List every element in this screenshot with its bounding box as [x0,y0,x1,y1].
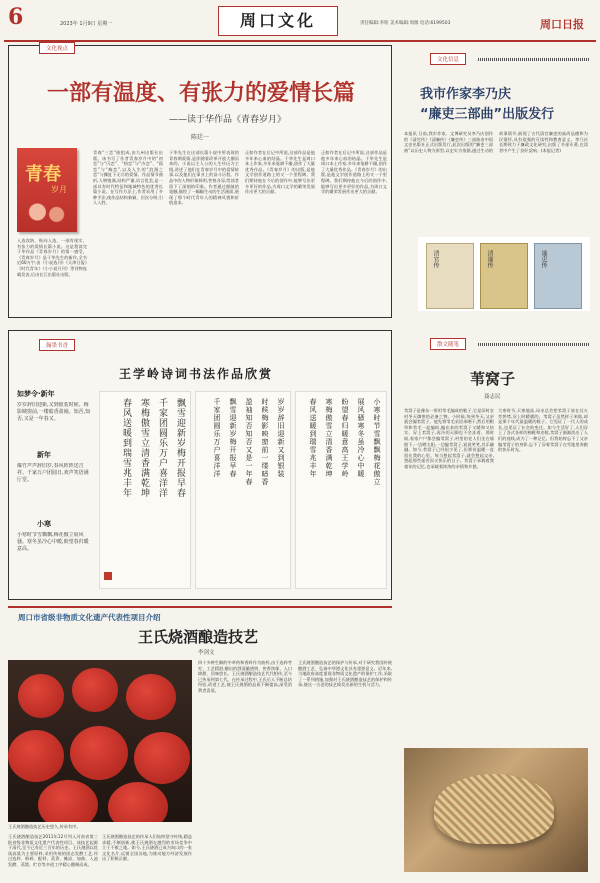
poem2-title: 新年 [37,451,51,459]
news-brief-tag-rule [478,58,590,61]
book-cover-subtitle: 岁月 [51,185,67,194]
book-cover-flower [23,200,71,224]
lead-article-col1: 入选攻防、纵向入选、一部有现实、有张力的爱情长篇小说。这是我读完于华作品《青春岁月》的第一感受。《青春岁月》是于华先生的新作,全书近60万字,由《小说选刊》《天津日报》《时代青年》《小小说月刊》等刊物连载发表,后由长江出版社出版。 [17,238,87,277]
essay-tag: 散文随笔 [430,338,466,350]
book-3-title: 廉吏传 [540,250,547,268]
wine-jar-7 [38,780,98,822]
news-brief-body: 本报讯 日前,我市作家、文博研究员李乃庆创作的《清官传》《清廉传》《廉吏传》三部曲由中国文史出版社正式出版发行,此次出版的“廉吏三部曲”以历史人物为原型,以史实为依据,通过生动的故事情节,展现了古代清官廉吏的高尚品德和为民情怀,具有很强的可读性和教育意义。李乃庆长期致力于廉政文化研究,出版了多部专著,在读者中产生了良好反响。(本报记者) [404,131,588,153]
calligraphy-panel [8,330,392,600]
wine-jar-3 [126,674,176,720]
poem1-title: 如梦令·新年 [17,390,55,398]
lead-article-col3: 于华先生在这部长篇小说中所表现的青春期爱情,是伴随着改革开放大潮而来的。小说以主人公的人生经历为主线,讲述了他们在青春岁月中的爱情故事,以及他们在事业上的奋斗历程。作品中的人物形象鲜明,性格各异,给读者留下了深刻的印象。作者通过细腻的笔触,描绘了一幅幅生动的生活画面,展现了那个时代青年人的精神风貌和价值追求。 [169,150,239,206]
lead-article-col5: 正如作者在后记中所说,这部作品是他多年来心血的结晶。于华先生是周口本土作家,多年来笔耕不辍,创作了大量优秀作品。《青春岁月》的出版,是他文学创作道路上的又一个里程碑。我们期待他在今后的创作中,能够写出更多更好的作品,为周口文学的繁荣发展作出更大的贡献。 [321,150,387,195]
date-line: 2023年 1月9日 星期一 [60,21,113,27]
wine-jar-4 [8,730,64,782]
lead-article-col4: 正如作者在后记中所说,这部作品是他多年来心血的结晶。于华先生是周口本土作家,多年来笔耕不辍,创作了大量优秀作品。《青春岁月》的出版,是他文学创作道路上的又一个里程碑。我们期待他在今后的创作中,能够写出更多更好的作品,为周口文学的繁荣发展作出更大的贡献。 [245,150,315,195]
bottom-article-rule [8,606,392,608]
scroll-1-col-4: 春风送暖到瑞雪兆丰年 [121,398,131,498]
wine-jar-1 [18,674,64,718]
essay-tag-rule [478,343,590,346]
bottom-article-caption: 王氏烧酒酿造技艺历史悠久,传承有序。 [8,824,81,829]
page-header [0,0,600,46]
essay-body-col1: 苇窝子是豫东一带用苇毛编成的鞋子,它是旧时农村冬天御寒的必备之物。小时候,每到冬天,父亲就会编苇窝子。他先将苇毛采回来晒干,然后用稻草和苇毛一起编织,编出来的苇窝子又暖和又结实。穿上苇窝子,再冷的天脚也不会冻着。那时候,家家户户都会编苇窝子,村里的老人们坐在墙根下,一边晒太阳,一边编苇窝子,说说笑笑,其乐融融。如今,苇窝子已经很少见了,但那份温暖一直留在我的心里。每当想起苇窝子,就会想起父亲,想起那些艰苦而又快乐的日子。苇窝子承载着我童年的记忆,也承载着浓浓的亲情和乡愁。 [404,408,494,469]
section-title-box [218,6,338,36]
lead-article-panel [8,45,392,318]
calligraphy-scroll-2 [195,391,291,589]
scroll-2-col-4: 飘雪迎新岁梅开报早春 [229,398,237,478]
poem-sidebar [17,389,91,593]
scroll-2-col-2: 时候梅影映窗前一缕暗香 [261,398,269,486]
essay-title: 苇窝子 [470,370,516,388]
scroll-3-col-2: 展风骚寒冬虽冷心中暖 [357,398,365,478]
scroll-1-col-3: 寒梅傲雪立清香满乾坤 [139,398,149,498]
lead-article-col2: 青春“三恋”曲组成,由九州出版社出版。该书写了作者青春岁月中的“初恋”与“闪恋”、“热恋”与“冷恋”、“孤恋”与“痴恋”,以及人生的“浪漫之恋”与撕扯下无尽的爱情。作品情节曲折,人物饱满,结构严谨,语言优美,是一部具有时代特征和地域特色的优秀长篇小说。在写作方法上,作者采用了多种手法,使作品结构新颖、层次分明,引人入胜。 [93,150,163,206]
scroll-3-col-4: 寒梅傲雪立清香满乾坤 [325,398,333,478]
calligraphy-scroll-1 [99,391,191,589]
wine-jar-2 [72,668,118,712]
wine-jar-6 [134,732,190,784]
wine-jar-5 [70,726,128,780]
header-rule [4,40,596,42]
lead-article-title: 一部有温度、有张力的爱情长篇 [46,80,355,106]
essay-author: 聂志民 [484,394,501,400]
book-2 [480,243,528,309]
poem2-body: 爆竹声声辞旧岁,春风阵阵送吉祥。千家万户团圆日,欢声笑语满厅堂。 [17,463,89,483]
lead-article-tag: 文化视点 [39,42,75,54]
lead-article-subtitle: ——读于华作品《青春岁月》 [169,115,287,125]
page-number: 6 [8,4,24,30]
news-brief-title-2: “廉吏三部曲”出版发行 [420,107,555,122]
calligraphy-title: 王学岭诗词书法作品欣赏 [119,367,274,381]
bottom-article-author: 李剑文 [198,650,215,656]
scroll-2-col-5: 千家团圆乐万户喜洋洋 [213,398,221,478]
wine-jars-photo [8,660,192,822]
bottom-article-col3: 王氏烧酒酿造技艺的保护与传承,对于研究我国传统酿酒工艺、弘扬中华酒文化具有重要意义。近年来,当地政府高度重视非物质文化遗产的保护工作,采取了一系列措施,加强对王氏烧酒酿造技艺的保护和传承,使这一古老的技艺焕发出新的生机与活力。 [298,660,392,688]
bottom-article-col1: 王氏烧酒酿造技艺2011年12月列入河南省第三批省级非物质文化遗产代表性项目。该技艺起源于清代,至今已有近三百年的历史。王氏烧酒以优质高粱为主要原料,采用传统的固态发酵工艺,经过选料、粉碎、配料、蒸煮、摊凉、加曲、入池发酵、蒸馏、贮存等多道工序精心酿制而成。 [8,834,98,867]
book-cover-title: 青春 [25,164,61,185]
book-1 [426,243,474,309]
book-2-title: 清廉传 [486,250,493,268]
reed-shoe-shape [434,774,554,844]
calligraphy-scroll-3 [295,391,387,589]
bottom-article-col1b: 王氏烧酒酿造技艺的传承人们始终坚守传统,精益求精,不断创新,使王氏烧酒在激烈的市场竞争中立于不败之地。如今,王氏烧酒已成为周口的一张文化名片,远销全国各地,为推动地方经济发展作出了积极贡献。 [102,834,192,862]
essay [400,330,592,875]
bottom-article-title: 王氏烧酒酿造技艺 [138,628,259,646]
news-brief-books-photo [418,237,590,311]
book-cover-image [17,148,77,232]
section-title: 周口文化 [239,11,316,30]
calligraphy-tag: 翰墨书香 [39,339,75,351]
poem3-body: 小寒时节雪飘飘,梅花傲立展风骚。寒冬虽冷心中暖,盼望春归暖意高。 [17,532,89,552]
bottom-article-tag: 周口市省级非物质文化遗产代表性项目介绍 [18,613,161,622]
scroll-3-col-1: 小寒时节雪飘飘梅花傲立 [373,398,381,486]
seal-stamp [104,572,112,580]
scroll-2-col-3: 盈袖知否知否又是一年春 [245,398,253,486]
scroll-3-col-5: 春风送暖到瑞雪兆丰年 [309,398,317,478]
bottom-article [8,604,392,876]
news-brief-tag: 文化信息 [430,53,466,65]
bottom-article-col2: 四十多种生僻的中草药和香料作为曲药,由于选料考究、工艺精湛,酿出的酒清澈透明、窖香浓郁、入口绵甜、回味悠长。王氏烧酒酿造技艺代代相传,至今已传承到第七代。在传承过程中,王氏后人不断总结经验,改进工艺,使王氏烧酒的品质不断提高,深受消费者喜爱。 [198,660,292,693]
newspaper-logo: 周口日报 [540,18,584,31]
book-1-title: 清官传 [432,250,439,268]
editors-line: 责任编辑:李铭 美术编辑:周源 电话:6199503 [360,21,451,26]
scroll-2-col-1: 岁岁辞旧迎新又到银装 [277,398,285,478]
essay-photo-reed-shoe [404,748,588,872]
poem3-title: 小寒 [37,520,51,528]
essay-body-col2: 大寒时节,天寒地冻,母亲总会把苇窝子放在灶火旁烘烤,穿上时暖暖的。苇窝子虽然样子笨拙,却是那个年代最温暖的鞋子。它见证了一代人的成长,也见证了社会的变迁。如今生活好了,人们穿上了各式各样的棉鞋和皮鞋,苇窝子渐渐淡出了人们的视线,成为了一种记忆。但我始终忘不了父亲编苇窝子的身影,忘不了穿着苇窝子在雪地里奔跑的快乐时光。 [498,408,588,453]
lead-article-author: 陈廷一 [191,134,210,141]
wine-jar-8 [108,782,168,822]
news-brief-title-1: 我市作家李乃庆 [420,87,512,102]
news-brief [400,45,592,318]
scroll-1-col-1: 飘雪迎新岁梅开报早春 [175,398,185,498]
book-3 [534,243,582,309]
scroll-1-col-2: 千家团圆乐万户喜洋洋 [157,398,167,498]
poem1-body: 岁岁辞旧迎新,又到银装时候。梅影映窗前,一缕暗香盈袖。知否,知否,又是一年春又。 [17,402,91,422]
scroll-3-col-3: 盼望春归暖意高王学岭 [341,398,349,478]
